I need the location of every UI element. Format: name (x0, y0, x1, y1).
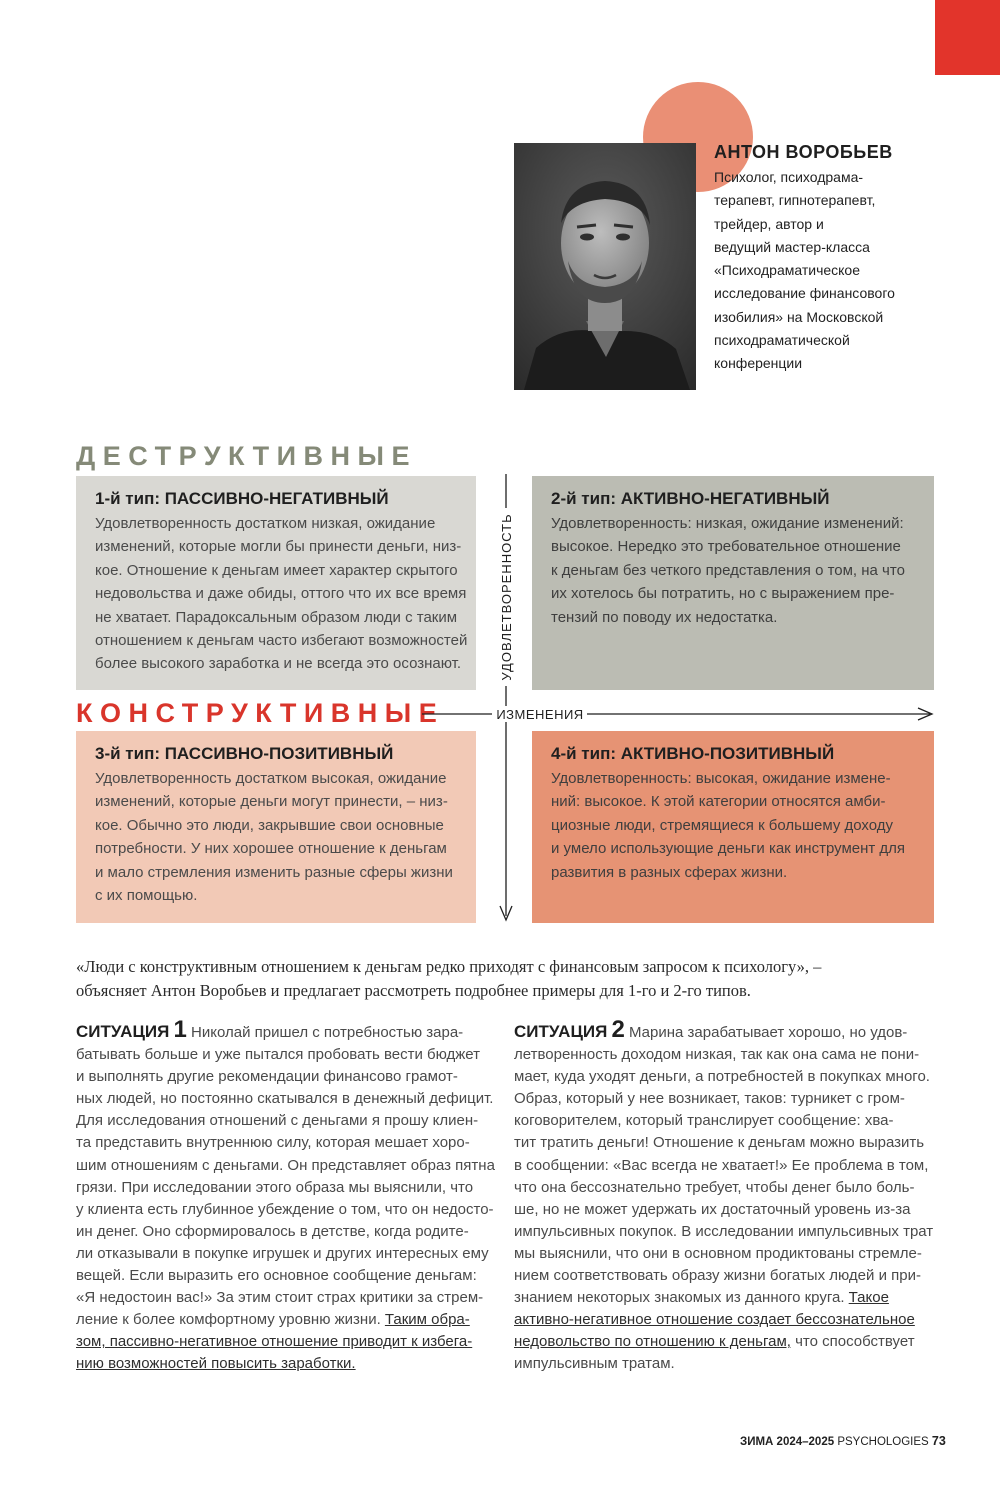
text-line: Удовлетворенность: высокая, ожидание измене- (551, 770, 891, 787)
underlined-conclusion: нию возможностей повысить заработки. (76, 1355, 356, 1373)
text-line: и выполнять другие рекомендации финансово грамот- (76, 1068, 458, 1086)
situation-2 (514, 1016, 944, 1376)
text-line: изменений, которые могли бы принести деньги, низ- (95, 538, 462, 556)
text-line: мает, куда уходят деньги, а потребностей в покупках много. (514, 1068, 930, 1086)
bio-line: «Психодраматическое (714, 262, 861, 279)
quote (76, 955, 946, 1002)
underlined-conclusion: Таким обра- (384, 1311, 470, 1329)
text-line: не хватает. Парадоксальным образом люди с таким (95, 608, 458, 626)
text-line: мы выяснили, что они в основном продиктованы стремле- (514, 1244, 922, 1262)
bio-line: ведущий мастер-класса (714, 238, 870, 255)
situation-label: СИТУАЦИЯ (76, 1022, 170, 1041)
text-line: кое. Обычно это люди, закрывшие свои основные (95, 816, 444, 834)
bio-line: психодраматической (714, 332, 850, 349)
footer-season: ЗИМА 2024–2025 (740, 1436, 835, 1448)
text-line: импульсивных покупок. В исследовании импульсивных трат (514, 1222, 934, 1240)
text-line: вещей. Если выразить его основное сообщение деньгам: (76, 1267, 477, 1285)
text-line: ин денег. Оно сформировалось в детстве, когда родите- (76, 1222, 469, 1240)
type-title: 2-й тип: АКТИВНО-НЕГАТИВНЫЙ (551, 489, 830, 508)
type-title: 3-й тип: ПАССИВНО-ПОЗИТИВНЫЙ (95, 744, 394, 763)
text-line: Марина зарабатывает хорошо, но удов- (629, 1024, 908, 1041)
text-line: изменений, которые деньги могут принести, – низ- (95, 793, 448, 811)
text-line: ных людей, но постоянно скатывался в денежный дефицит. (76, 1090, 494, 1108)
underlined-conclusion: Такое (848, 1289, 889, 1307)
text-line: Николай пришел с потребностью зара- (191, 1024, 464, 1041)
text-line: к деньгам без четкого представления о том, на что (551, 561, 905, 579)
text-line: тит тратить деньги! Отношение к деньгам можно выразить (514, 1134, 925, 1152)
text-line: их хотелось бы потратить, но с выражением пре- (551, 585, 895, 603)
text-line: ше, но не может удержать их достаточный уровень из-за (514, 1200, 911, 1218)
text-line: «Я недостоин вас!» За этим стоит страх критики за стрем- (76, 1289, 484, 1307)
constructive-heading: КОНСТРУКТИВНЫЕ (76, 698, 445, 728)
axis-label-vertical: УДОВЛЕТВОРЕННОСТЬ (499, 513, 514, 681)
bio-line: исследование финансового (714, 285, 895, 302)
text-line: и умело использующие деньги как инструмент для (551, 840, 906, 858)
underlined-conclusion: активно-негативное отношение создает бессознательное (514, 1311, 915, 1329)
text-line: тензий по поводу их недостатка. (551, 608, 778, 626)
text-line: отношением к деньгам часто избегают возможностей (95, 632, 468, 650)
text-line: у клиента есть глубинное убеждение о том, что он недосто- (76, 1200, 494, 1218)
axis-label-horizontal: ИЗМЕНЕНИЯ (496, 707, 584, 722)
text-line: потребности. У них хорошее отношение к деньгам (95, 840, 447, 858)
text-line: шим отношениям с деньгами. Он представляет образ пятна (76, 1156, 495, 1174)
text-line: батывать больше и уже пытался пробовать вести бюджет (76, 1046, 481, 1064)
text-line: грязи. При исследовании этого образа мы выяснили, что (76, 1178, 474, 1196)
text-line: ний: высокое. К этой категории относятся амби- (551, 793, 886, 811)
text-line: Для исследования отношений с деньгами я прошу клиен- (76, 1112, 479, 1130)
text-line: нием соответствовать образу жизни богатых людей и при- (514, 1267, 921, 1285)
footer-magazine: PSYCHOLOGIES (837, 1436, 929, 1448)
underlined-conclusion: недовольство по отношению к деньгам, (514, 1333, 791, 1351)
situation-1 (76, 1016, 496, 1376)
page-footer (740, 1434, 946, 1448)
text-line: кое. Отношение к деньгам имеет характер скрытого (95, 561, 458, 579)
author-name: АНТОН ВОРОБЬЕВ (714, 142, 893, 162)
bio-line: Психолог, психодрама- (714, 169, 864, 185)
situation-label: СИТУАЦИЯ (514, 1022, 608, 1041)
text-line: более высокого заработка и не всегда это осознают. (95, 655, 462, 673)
text-line: импульсивным тратам. (514, 1355, 675, 1373)
quote-line: объясняет Антон Воробьев и предлагает рассмотреть подробнее примеры для 1-го и 2-го типов. (76, 980, 751, 1000)
situation-number: 1 (173, 1016, 187, 1043)
text-line: ли отказывали в покупке игрушек и других интересных ему (76, 1244, 489, 1262)
text-line: и мало стремления изменить разные сферы жизни (95, 863, 453, 881)
text-line: недовольства и даже обиды, оттого что их все время (95, 585, 467, 603)
text-line: коговорителем, который транслирует сообщение: хва- (514, 1112, 894, 1130)
text-line: что она бессознательно требует, чтобы денег было боль- (514, 1178, 915, 1196)
text-line: та представить внутреннюю силу, которая мешает хоро- (76, 1134, 470, 1152)
text-line: циозные люди, стремящиеся к большему доходу (551, 816, 894, 834)
quote-line: «Люди с конструктивным отношением к деньгам редко приходят с финансовым запросом к психологу», – (76, 957, 822, 976)
text-line: Удовлетворенность: низкая, ожидание изменений: (551, 515, 904, 532)
text-line: что способствует (790, 1333, 915, 1351)
bio-line: терапевт, гипнотерапевт, (714, 192, 876, 209)
text-line: в сообщении: «Вас всегда не хватает!» Ее проблема в том, (514, 1156, 929, 1174)
bio-line: конференции (714, 355, 803, 372)
text-line: Удовлетворенность достатком высокая, ожидание (95, 770, 447, 787)
underlined-conclusion: зом, пассивно-негативное отношение приводит к избега- (76, 1333, 473, 1351)
text-line: с их помощью. (95, 887, 198, 905)
page-number: 73 (931, 1434, 946, 1448)
situation-number: 2 (611, 1016, 625, 1043)
text-line: Удовлетворенность достатком низкая, ожидание (95, 515, 436, 532)
bio-line: трейдер, автор и (714, 215, 824, 232)
text-line: знанием некоторых знакомых из данного круга. (514, 1289, 849, 1307)
destructive-heading: ДЕСТРУКТИВНЫЕ (76, 441, 418, 471)
text-line: высокое. Нередко это требовательное отношение (551, 538, 901, 556)
text-line: развития в разных сферах жизни. (551, 863, 788, 881)
text-line: ление к более комфортному уровню жизни. (76, 1311, 385, 1329)
text-line: летворенность доходом низкая, так как она сама не пони- (514, 1046, 920, 1064)
type-title: 1-й тип: ПАССИВНО-НЕГАТИВНЫЙ (95, 489, 389, 508)
bio-line: изобилия» на Московской (714, 308, 884, 325)
type-title: 4-й тип: АКТИВНО-ПОЗИТИВНЫЙ (551, 744, 835, 763)
text-line: Образ, который у нее возникает, таков: турникет с гром- (514, 1090, 905, 1108)
